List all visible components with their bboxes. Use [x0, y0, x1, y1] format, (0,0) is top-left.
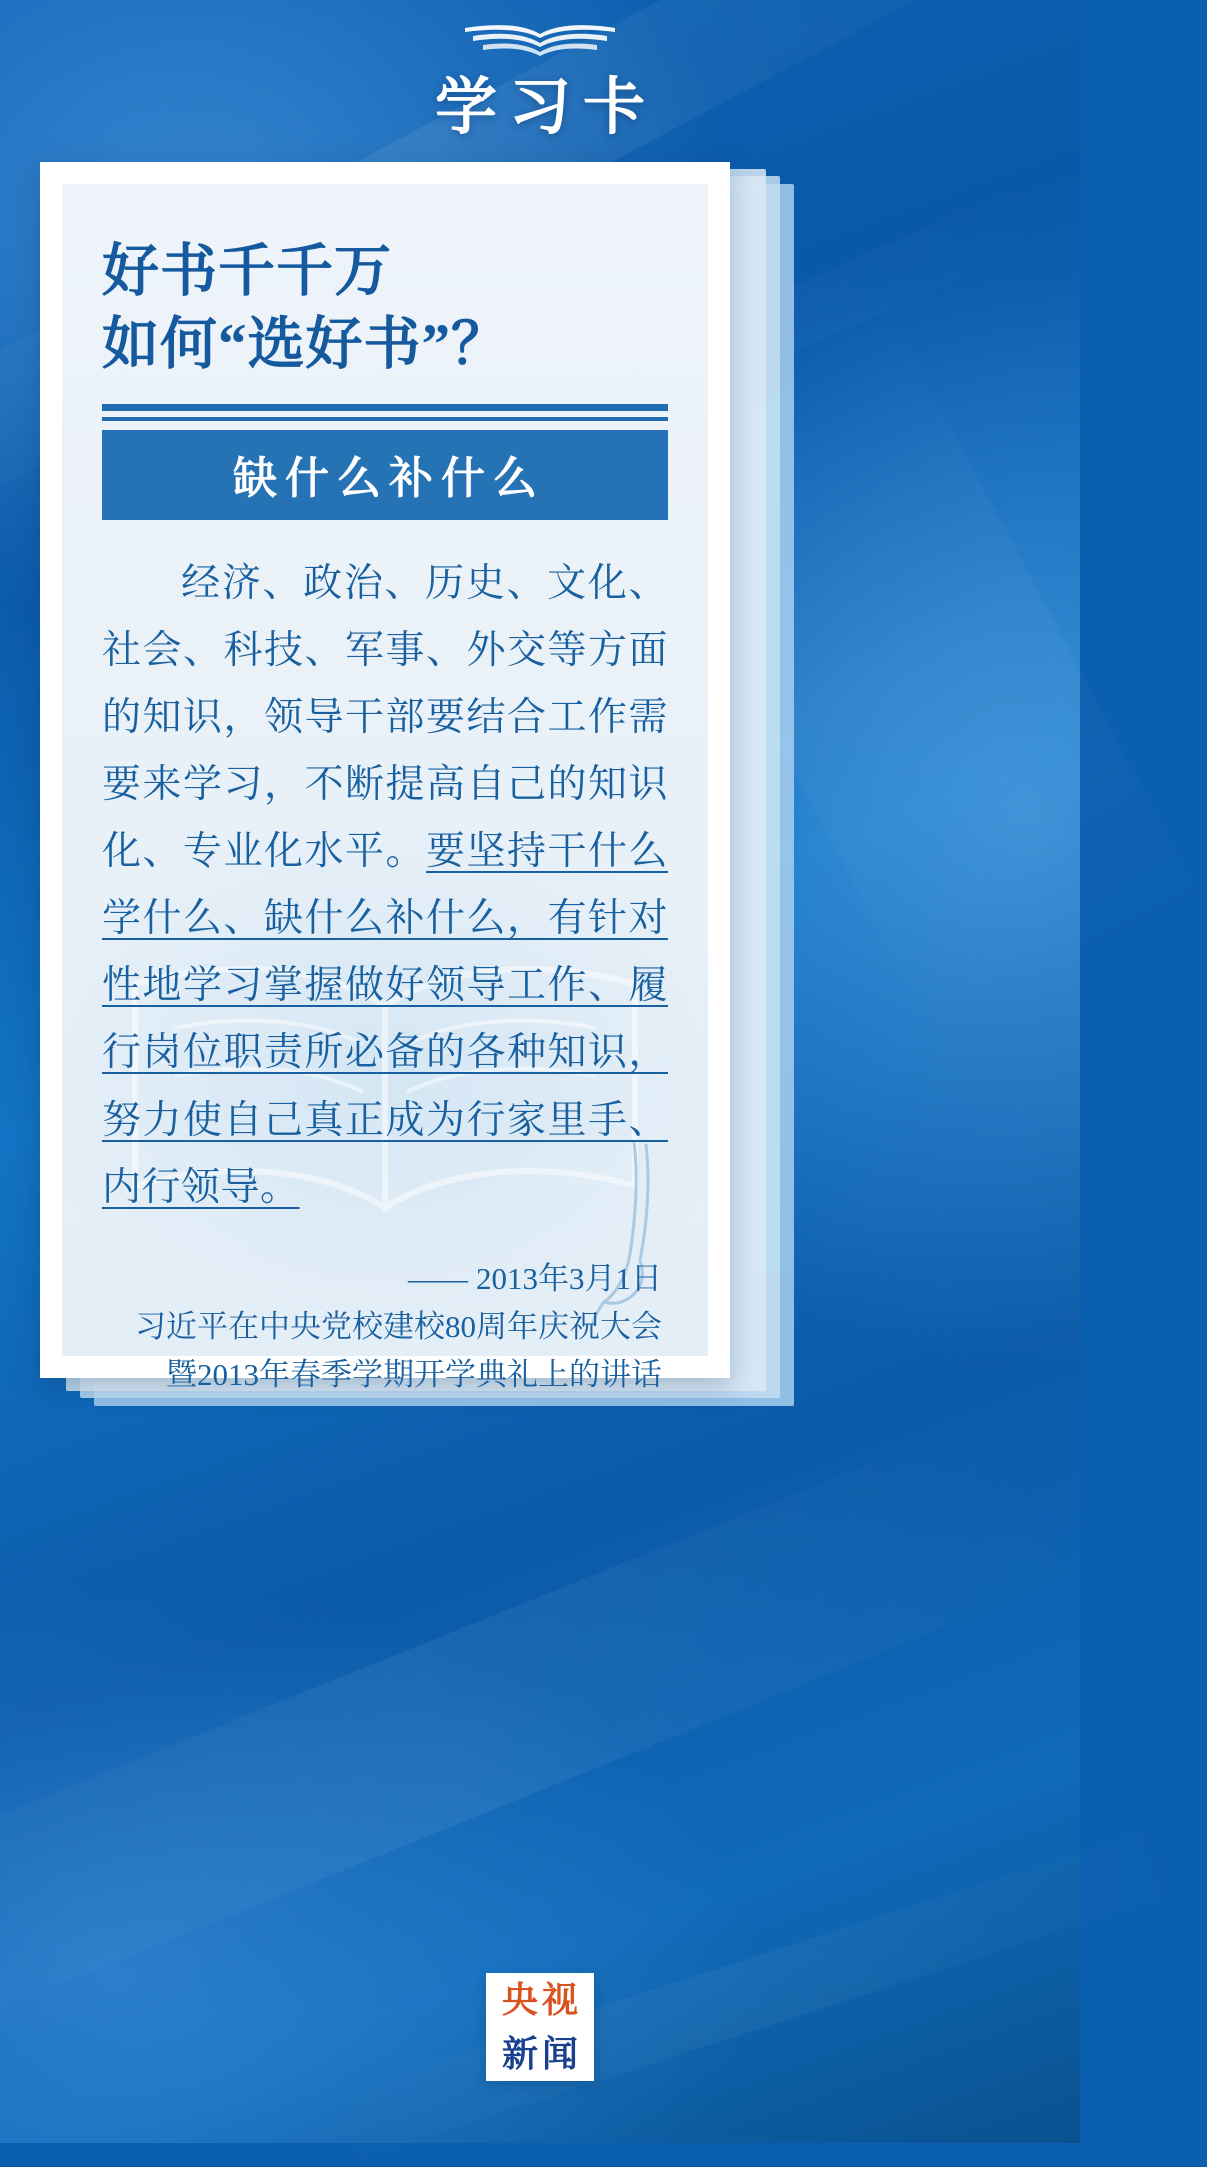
logo-line-2: 新闻: [501, 2032, 582, 2074]
attribution-line-3: 暨2013年春季学期开学典礼上的讲话: [166, 1357, 662, 1393]
open-book-icon: [455, 22, 625, 68]
cctv-news-logo: [486, 1973, 594, 2081]
em-dash: ——: [408, 1260, 466, 1296]
card-stack: [40, 162, 1040, 1402]
attribution-date-row: [102, 1255, 662, 1303]
quote-card-inner: [62, 184, 708, 1393]
divider-thick: [102, 404, 668, 411]
divider-group: [102, 404, 668, 520]
headline-line-1: 好书千千万: [102, 240, 392, 303]
decorative-light-streak: [0, 1403, 1086, 2057]
card-headline: [102, 236, 668, 382]
attribution-date: 2013年3月1日: [476, 1260, 662, 1296]
decorative-light-streak: [311, 1823, 1189, 2167]
headline-line-2: 如何“选好书”？: [102, 312, 509, 376]
quote-paragraph-underlined: 要坚持干什么学什么、缺什么补什么，有针对性地学习掌握做好领导工作、履行岗位职责所必备的各种知识，努力使自己真正成为行家里手、内行领导。: [102, 830, 668, 1209]
divider-thin: [102, 417, 668, 421]
quote-card: [40, 162, 730, 1393]
attribution-line-2: 习近平在中央党校建校80周年庆祝大会: [135, 1309, 662, 1345]
card-content: [62, 184, 708, 1400]
poster-header: [0, 0, 1080, 142]
attribution-block: [102, 1255, 668, 1400]
logo-line-1: 央视: [501, 1978, 582, 2020]
quote-body: [102, 550, 668, 1221]
page-title: 学习卡: [434, 73, 657, 142]
quote-paragraph-plain: 经济、政治、历史、文化、社会、科技、军事、外交等方面的知识，领导干部要结合工作需要来学习，不断提高自己的知识化、专业化水平。: [102, 561, 668, 874]
subtitle-banner: 缺什么补什么: [102, 430, 668, 520]
